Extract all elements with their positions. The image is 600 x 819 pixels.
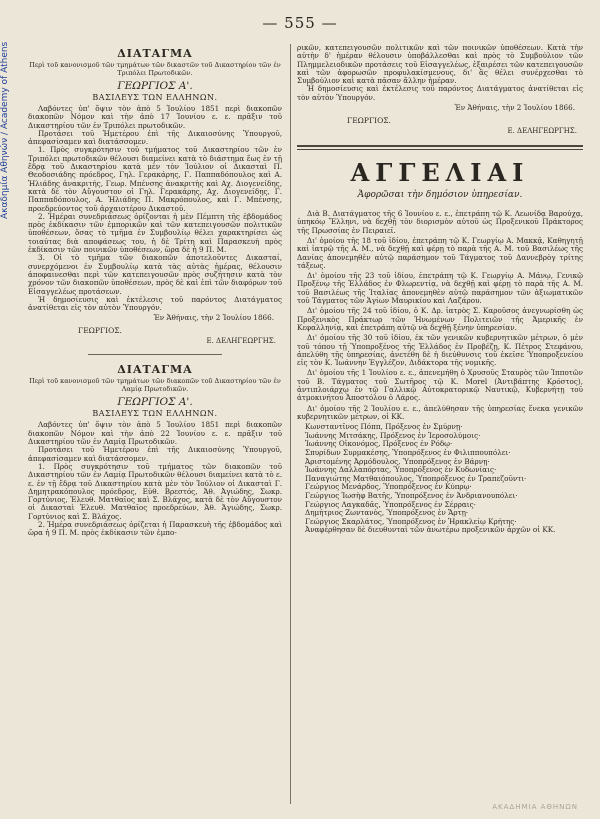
minister-signature: Ε. ΔΕΛΗΓΕΩΡΓΗΣ. (507, 127, 577, 136)
list-item: Γεώργιος Μενάρδος, Ὑποπρόξενος ἐν Κύπρῳ· (305, 482, 472, 492)
paragraph: Προτάσει τοῦ Ἡμετέρου ἐπὶ τῆς Δικαιοσύνης Ὑπουργοῦ, ἀπεφασίσαμεν καὶ διατάσσομεν. (28, 128, 282, 147)
decree-date: Ἐν Ἀθήναις, τὴν 2 Ἰουλίου 1866. (454, 103, 575, 113)
paragraph: Λαβόντες ὑπ' ὄψιν τὸν ἀπὸ 5 Ἰουλίου 1851 περὶ διακοπῶν διακοπῶν Νόμον καὶ τὴν ἀπὸ 17 Ἰουνίου ε. ε. πρᾶξιν τοῦ Δικαστηρίου τῶν ἐν Τριπόλει πρωτοδικῶν. (28, 104, 282, 130)
decree-heading: ΔΙΑΤΑΓΜΑ (117, 363, 193, 377)
list-item: Γεώργιος Σκαρλάτος, Ὑποπρόξενος ἐν Ἡρακλείῳ Κρήτης· (305, 516, 517, 526)
continuation-paragraph: Ἡ δημοσίευσις καὶ ἐκτέλεσις τοῦ παρόντος Διατάγματος ἀνατίθεται εἰς τὸν αὐτὸν Ὑπουργόν. (297, 84, 583, 102)
announcement: Δι' ὁμοίου τῆς 30 τοῦ ἰδίου, ἐκ τῶν γενικῶν κυβερνητικῶν μέτρων, ὁ μὲν τοῦ τόπου τῇ Ὑποπροξένος τῆς Ἑλλάδος ἐν Προβέζῃ, Κ. Πέτρος Στεφάνου, ἀπελύθη τῆς ὑπηρεσίας, ἀνετέθη δὲ ἡ διεύθυνσις τοῦ ἐκεῖσε Ὑποπροξενείου εἰς τὸν Κ. Ἰωάννην Ἐγγλέζον, Διδάκτορα τῆς νομικῆς. (297, 333, 583, 368)
decree-heading: ΔΙΑΤΑΓΜΑ (117, 47, 193, 60)
side-label: Ακαδημία Αθηνών / Academy of Athens (0, 41, 10, 219)
section-divider (297, 145, 583, 150)
library-stamp: ΑΚΑΔΗΜΙΑ ΑΘΗΝΩΝ (492, 803, 578, 811)
king-name: ΓΕΩΡΓΙΟΣ Α'. (117, 396, 193, 409)
decree-date: Ἐν Ἀθήναις, τὴν 2 Ἰουλίου 1866. (153, 313, 274, 323)
column-rule (290, 44, 291, 804)
paragraph: 2. Ἡμέραι συνεδριάσεως ὁρίζονται ἡ μὲν Πέμπτη τῆς ἑβδομάδος πρὸς ἐκδίκασιν τῶν ἐμπορικῶν καὶ τῶν κατεπειγουσῶν πολιτικῶν ὑποθέσεων, ὅσας τὸ τμῆμα ἐν Συμβουλίῳ θέλει χαρακτηρίσει ὡς τοιαύτας διὰ αποφάσεως του, ἡ δὲ Τρίτη καὶ Παρασκευὴ πρὸς ἐκδίκασιν τῶν ποινικῶν ὑποθέσεων, ὥρα δὲ ἡ 9 Π. Μ. (28, 211, 282, 255)
list-item: Ἰωάννης Μιτσάκης, Πρόξενος ἐν Ἱεροσολύμοις· (305, 430, 481, 440)
left-column (28, 44, 282, 814)
list-item: Παναγιώτης Ματθαιόπουλος, Ὑποπρόξενος ἐν Τραπεζοῦντι· (305, 473, 527, 483)
paragraph: 1. Πρὸς συγκρότησιν τοῦ τμήματος τοῦ Δικαστηρίου τῶν ἐν Τριπόλει πρωτοδικῶν θέλουσι διαμείνει κατὰ τὸ διάστημα ἕως ἐν τῇ ἕδρᾳ τοῦ Δικαστηρίου κατὰ μὲν τὸν Ἰούλιον οἱ Δικασταὶ Π. Θεοδοσιάδης πρόεδρος, Γηλ. Γερακάρης, Γ. Παππαδόπουλος καὶ Α. Ἠλιάδης ἀνακριτής, Γεωρ. Μπένσης ἀνακριτὴς καὶ Αχ. Διογενείδης, κατὰ δὲ τὸν Αὔγουστον οἱ Γηλ. Γερακάρης, Αχ. Διογενείδης, Γ. Παππαδόπουλος, Α. Ἠλιάδης Π. Μακρόπουλος, καὶ Γ. Μπένσης, προεδρεύοντος τοῦ ἀρχαιοτέρου Δικαστοῦ. (28, 145, 282, 213)
continuation-paragraph: ρικῶν, κατεπειγουσῶν πολιτικῶν καὶ τῶν ποινικῶν ὑποθέσεων. Κατὰ τὴν αὐτὴν δ' ἡμέραν θέλουσιν ὑποβάλλεσθαι καὶ πρὸς τὸ Συμβούλιον τῶν Πλημμελειοδικῶν προτάσεις τοῦ Εἰσαγγελέως, ἐξαιρέσει τῶν κατεπειγουσῶν καὶ τῶν ἀφορωσῶν προφυλακίσμενους, δι' ἃς θέλει συνέρχεσθαι τὸ Συμβούλιον καὶ κατὰ πᾶσαν ἄλλην ἡμέραν. (297, 44, 583, 86)
announcement: Δι' ὁμοίου τῆς 1 Ἰουλίου ε. ε., ἀπενεμήθη ὁ Χρυσοῦς Σταυρὸς τῶν Ἱπποτῶν τοῦ Β. Τάγματος τοῦ Σωτῆρος τῷ Κ. Morel (Ἀντιβάπτης Κρόστος), ἀντιπλοιάρχῳ ἐν τῷ Γαλλικῷ Αὐτοκρατορικῷ Ναυτικῷ, Κυβερνήτῃ τοῦ ἀτμοκινήτου Ἀποστόλου ὁ Λάρος. (297, 368, 583, 403)
decree-1 (28, 47, 282, 345)
list-item: Ἰωάννης Οἰκονόμος, Πρόξενος ἐν Ρόδῳ· (305, 439, 453, 449)
list-item: Δημήτριος Ζωντανὸς, Ὑποπρόξενος ἐν Ἄρτῃ· (305, 508, 469, 518)
decree-subheading: Περὶ τοῦ κανονισμοῦ τῶν τμημάτων τῶν δικαστῶν τοῦ Δικαστηρίου τῶν ἐν Τριπόλει Πρωτοδικῶν. (29, 61, 281, 77)
announcement: Δι' ὁμοίου τῆς 18 τοῦ ἰδίου, ἐπετράπη τῷ Κ. Γεωργίῳ Α. Μακκᾷ, Καθηγητῇ καὶ ἰατρῷ τῆς Α. Μ., νὰ δεχθῇ καὶ φέρῃ τὸ παρὰ τῆς Α. Μ. τοῦ Βασιλέως τῆς Δανίας ἀπονεμηθὲν αὐτῷ παράσημον τοῦ Τάγματος τοῦ Δαννεβρὸγ τρίτης τάξεως. (297, 235, 583, 270)
list-item: Ἰωάννης Δαλλαπόρτας, Ὑποπρόξενος ἐν Κυδωνίαις· (305, 465, 497, 475)
king-title: ΒΑΣΙΛΕΥΣ ΤΩΝ ΕΛΛΗΝΩΝ. (92, 409, 218, 419)
paragraph: Προτάσει τοῦ Ἡμετέρου ἐπὶ τῆς Δικαιοσύνης Ὑπουργοῦ, ἀπεφασίσαμεν καὶ διατάσσομεν. (28, 445, 282, 463)
list-item: Γεώργιος Ἰωσὴφ Βατῆς, Ὑποπρόξενος ἐν Ἀνδριανουπόλει· (305, 490, 518, 500)
paragraph: Λαβόντες ὑπ' ὄψιν τὸν ἀπὸ 5 Ἰουλίου 1851 περὶ διακοπῶν διακοπῶν Νόμον καὶ τὴν ἀπὸ 22 Ἰουνίου ε. ε. πρᾶξιν τοῦ Δικαστηρίου τῶν ἐν Λαμίᾳ Πρωτοδικῶν. (28, 420, 282, 447)
paragraph: 3. Οἱ τὸ τμῆμα τῶν διακοπῶν ἀποτελοῦντες Δικασταί, συνερχόμενοι ἐν Συμβουλίῳ κατὰ τὰς αὐτὰς ἡμέρας, θέλουσιν ἀποφαινεσθαι περὶ τῶν κατεπειγουσῶν πρὸς συζήτησιν κατὰ τὸν χρόνον τῶν διακοπῶν ὑποθέσεων, πρὸς δὲ καὶ ἐπὶ τῶν διαφόρων τοῦ Εἰσαγγελέως προτάσεων. (28, 253, 282, 296)
right-column (297, 44, 583, 814)
king-title: ΒΑΣΙΛΕΥΣ ΤΩΝ ΕΛΛΗΝΩΝ. (92, 93, 218, 102)
king-name: ΓΕΩΡΓΙΟΣ Α'. (117, 80, 193, 92)
paragraph: Ἡ δημοσίευσις καὶ ἐκτέλεσις τοῦ παρόντος Διατάγματος ἀνατίθεται εἰς τὸν αὐτὸν Ὑπουργόν. (28, 294, 282, 313)
announcement: Δι' ὁμοίου τῆς 2 Ἰουλίου ε. ε., ἀπελύθησαν τῆς ὑπηρεσίας ἕνεκα γενικῶν κυβερνητικῶν μέτρων, οἱ ΚΚ. (297, 403, 583, 421)
separator (88, 354, 222, 355)
dismissed-list (297, 423, 583, 535)
announcements-title: ΑΓΓΕΛΙΑΙ (350, 158, 530, 188)
minister-signature: Ε. ΔΕΛΗΓΕΩΡΓΗΣ. (206, 337, 276, 346)
announcements-subtitle: Ἀφορῶσαι τὴν δημόσιον ὑπηρεσίαν. (357, 190, 523, 201)
list-item: Γεώργιος Λαγκαδᾶς, Ὑποπρόξενος ἐν Σέρραις· (305, 499, 476, 509)
list-item: Ἀναφέρθησαν δὲ διευθυνταὶ τῶν ἀνωτέρω προξενικῶν ἀρχῶν οἱ ΚΚ. (305, 525, 556, 535)
announcement: Δι' ὁμοίου τῆς 23 τοῦ ἰδίου, ἐπετράπη τῷ Κ. Γεωργίῳ Α. Μάνῳ, Γενικῷ Προξένῳ τῆς Ἑλλάδος ἐν Φλωρεντίᾳ, νὰ δεχθῇ καὶ φέρῃ τὸ παρὰ τῆς Α. Μ. τοῦ Βασιλέως τῆς Ἰταλίας ἀπονεμηθὲν αὐτῷ παράσημον τῶν ἀξιωματικῶν τοῦ Τάγματος τῶν Ἁγίων Μαυρικίου καὶ Λαζάρου. (297, 271, 583, 306)
king-signature: ΓΕΩΡΓΙΟΣ. (347, 116, 391, 126)
decree-subheading: Περὶ τοῦ κανονισμοῦ τῶν τμημάτων τῶν διακοπῶν τοῦ Δικαστηρίου τῶν ἐν Λαμίᾳ Πρωτοδικῶν. (29, 377, 281, 394)
announcement: Διὰ Β. Διατάγματος τῆς 6 Ἰουνίου ε. ε., ἐπετράπη τῷ Κ. Λεωνίδᾳ Βαρούχᾳ, ὑπηκόῳ Ἕλληνι, νὰ δεχθῇ τὸν διορισμὸν αὐτοῦ ὡς Προξενικοῦ Πράκτορος τῆς Πρωσσίας ἐν Πειραιεῖ. (297, 209, 583, 235)
list-item: Σπυρίδων Συρμακέσης, Ὑποπρόξενος ἐν Φιλιππουπόλει· (305, 447, 511, 457)
paragraph: 2. Ἡμέρα συνεδριάσεως ὁρίζεται ἡ Παρασκευὴ τῆς ἑβδομάδος καὶ ὥρα ἡ 9 Π. Μ. πρὸς ἐκδίκασιν τῶν ἐμπο- (28, 519, 282, 538)
decree-2 (28, 363, 282, 537)
list-item: Ἀριστομένης Ἀρμόδουλος, Ὑποπρόξενος ἐν Βάρνῃ· (305, 456, 490, 466)
list-item: Κωνσταντῖνος Πόππ, Πρόξενος ἐν Σμύρνῃ· (305, 422, 463, 432)
paragraph: 1. Πρὸς συγκρότησιν τοῦ τμήματος τῶν διακοπῶν τοῦ Δικαστηρίου τῶν ἐν Λαμίᾳ Πρωτοδικῶν θέλουσι διαμείνει κατὰ τὸ ε. ε. ἐν τῇ ἕδρᾳ τοῦ Δικαστηρίου κατὰ μὲν τὸν Ἰούλιον οἱ Δικασταὶ Γ. Δημητρακόπουλος πρόεδρος, Εὐθ. Βρεστός, Ἀθ. Ἀγιώδης, Σωκρ. Γορτύνιος, Ἐλευθ. Ματθαῖος καὶ Σ. Βλάχος, κατὰ δὲ τὸν Αὔγουστον οἱ Δικασταὶ Ἐλευθ. Ματθαῖος προεδρεύων, Ἀθ. Ἀγιώδης, Σωκρ. Γορτύνιος καὶ Σ. Βλάχος. (28, 461, 282, 521)
page-number: — 555 — (262, 14, 338, 32)
king-signature: ΓΕΩΡΓΙΟΣ. (78, 326, 122, 336)
announcement: Δι' ὁμοίου τῆς 24 τοῦ ἰδίου, ὁ Κ. Δρ. ἰατρὸς Σ. Καροῦσος ἀνεγνωρίσθη ὡς Προξενικὸς Πράκτωρ τῶν Ἡνωμένων Πολιτειῶν τῆς Ἀμερικῆς ἐν Κεφαλληνίᾳ, καὶ ἐπετράπη αὐτῷ νὰ δεχθῇ ξένην ὑπηρεσίαν. (297, 306, 583, 332)
